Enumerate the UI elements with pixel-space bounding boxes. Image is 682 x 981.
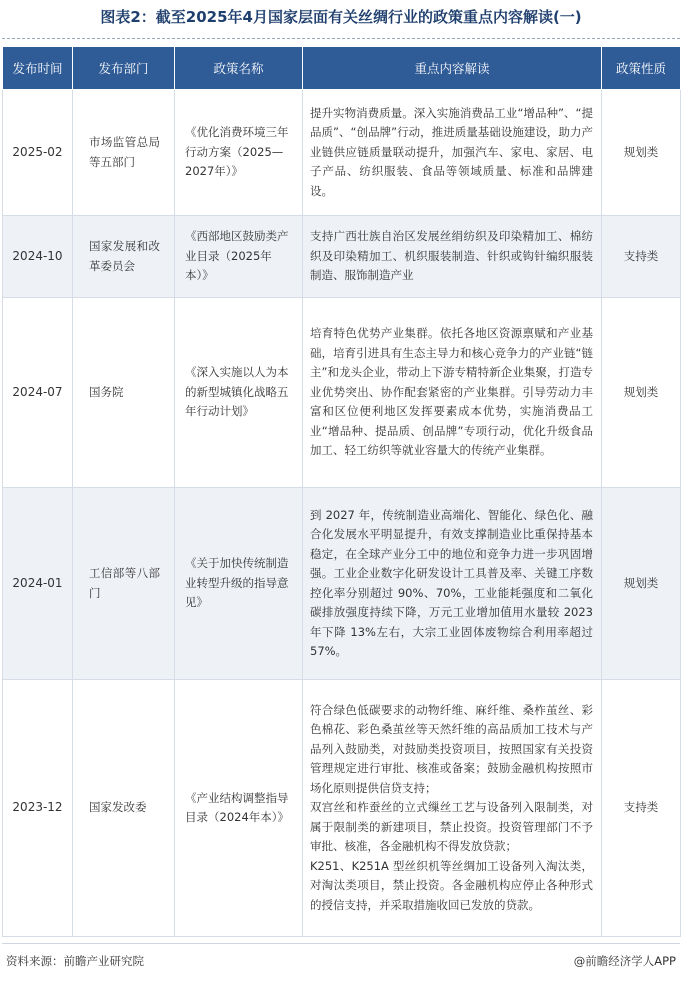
page-title: 图表2：截至2025年4月国家层面有关丝绸行业的政策重点内容解读(一)	[100, 8, 582, 26]
cell-date: 2023-12	[3, 680, 73, 937]
cell-date: 2025-02	[3, 90, 73, 216]
content-text: 符合绿色低碳要求的动物纤维、麻纤维、桑柞茧丝、彩色棉花、彩色桑茧丝等天然纤维的高品质加工技术与产品列入鼓励类，对鼓励类投资项目，按照国家有关投资管理规定进行审批、核准或备案；鼓励金融机构按照市场化原则提供信贷支持；	[310, 702, 593, 795]
table-header-row	[3, 47, 681, 90]
source-note: 资料来源：前瞻产业研究院	[6, 954, 144, 968]
header-date: 发布时间	[3, 47, 73, 90]
cell-date: 2024-01	[3, 488, 73, 680]
table-row	[3, 216, 681, 298]
cell-content	[303, 216, 602, 298]
header-policy: 政策名称	[175, 47, 303, 90]
cell-dept: 国家发展和改革委员会	[73, 216, 175, 298]
cell-nature: 规划类	[602, 90, 681, 216]
cell-nature: 支持类	[602, 680, 681, 937]
cell-dept: 工信部等八部门	[73, 488, 175, 680]
cell-nature: 规划类	[602, 488, 681, 680]
cell-dept: 市场监管总局等五部门	[73, 90, 175, 216]
cell-date: 2024-07	[3, 298, 73, 488]
content-text: 支持广西壮族自治区发展丝绢纺织及印染精加工、棉纺织及印染精加工、机织服装制造、针织或钩针编织服装制造、服饰制造产业	[310, 229, 593, 283]
cell-content	[303, 90, 602, 216]
content-text: 提升实物消费质量。深入实施消费品工业“增品种”、“提品质”、“创品牌”行动，推进质量基础设施建设，助力产业链供应链质量联动提升，加强汽车、家电、家居、电子产品、纺织服装、食品等领域质量、标准和品牌建设。	[310, 105, 593, 198]
content-text: 培育特色优势产业集群。依托各地区资源禀赋和产业基础，培育引进具有生态主导力和核心竞争力的产业链“链主”和龙头企业，带动上下游专精特新企业集聚，打造专业优势突出、协作配套紧密的产业集群。引导劳动力丰富和区位便利地区发挥要素成本优势，实施消费品工业“增品种、提品质、创品牌”专项行动，优化升级食品加工、轻工纺织等就业容量大的传统产业集群。	[310, 326, 593, 458]
cell-content	[303, 680, 602, 937]
cell-content	[303, 298, 602, 488]
content-text: K251、K251A 型丝织机等丝绸加工设备列入淘汰类，对淘汰类项目，禁止投资。各金融机构应停止各种形式的授信支持，并采取措施收回已发放的贷款。	[310, 858, 593, 912]
content-text: 到 2027 年，传统制造业高端化、智能化、绿色化、融合化发展水平明显提升，有效支撑制造业比重保持基本稳定，在全球产业分工中的地位和竞争力进一步巩固增强。工业企业数字化研发设计工具普及率、关键工序数控化率分别超过 90%、70%，工业能耗强度和二氧化碳排放强度持续下降，万元工业增加值用水量较 2023 年下降 13%左右，大宗工业固体废物综合利用率超过 57%。	[310, 507, 593, 658]
content-text: 双宫丝和柞蚕丝的立式缫丝工艺与设备列入限制类，对属于限制类的新建项目，禁止投资。投资管理部门不予审批、核准，各金融机构不得发放贷款；	[310, 800, 593, 854]
policy-table	[2, 46, 681, 937]
cell-nature: 支持类	[602, 216, 681, 298]
cell-policy: 《深入实施以人为本的新型城镇化战略五年行动计划》	[175, 298, 303, 488]
cell-date: 2024-10	[3, 216, 73, 298]
table-row	[3, 680, 681, 937]
header-dept: 发布部门	[73, 47, 175, 90]
cell-nature: 规划类	[602, 298, 681, 488]
cell-dept: 国家发改委	[73, 680, 175, 937]
cell-policy: 《关于加快传统制造业转型升级的指导意见》	[175, 488, 303, 680]
cell-policy: 《优化消费环境三年行动方案（2025—2027年）》	[175, 90, 303, 216]
table-row	[3, 90, 681, 216]
table-row	[3, 488, 681, 680]
cell-dept: 国务院	[73, 298, 175, 488]
table-row	[3, 298, 681, 488]
header-content: 重点内容解读	[303, 47, 602, 90]
brand-label: @前瞻经济学人APP	[573, 954, 676, 968]
cell-content	[303, 488, 602, 680]
divider	[2, 38, 680, 39]
cell-policy: 《产业结构调整指导目录（2024年本）》	[175, 680, 303, 937]
cell-policy: 《西部地区鼓励类产业目录（2025年本）》	[175, 216, 303, 298]
header-nature: 政策性质	[602, 47, 681, 90]
divider	[2, 943, 680, 944]
